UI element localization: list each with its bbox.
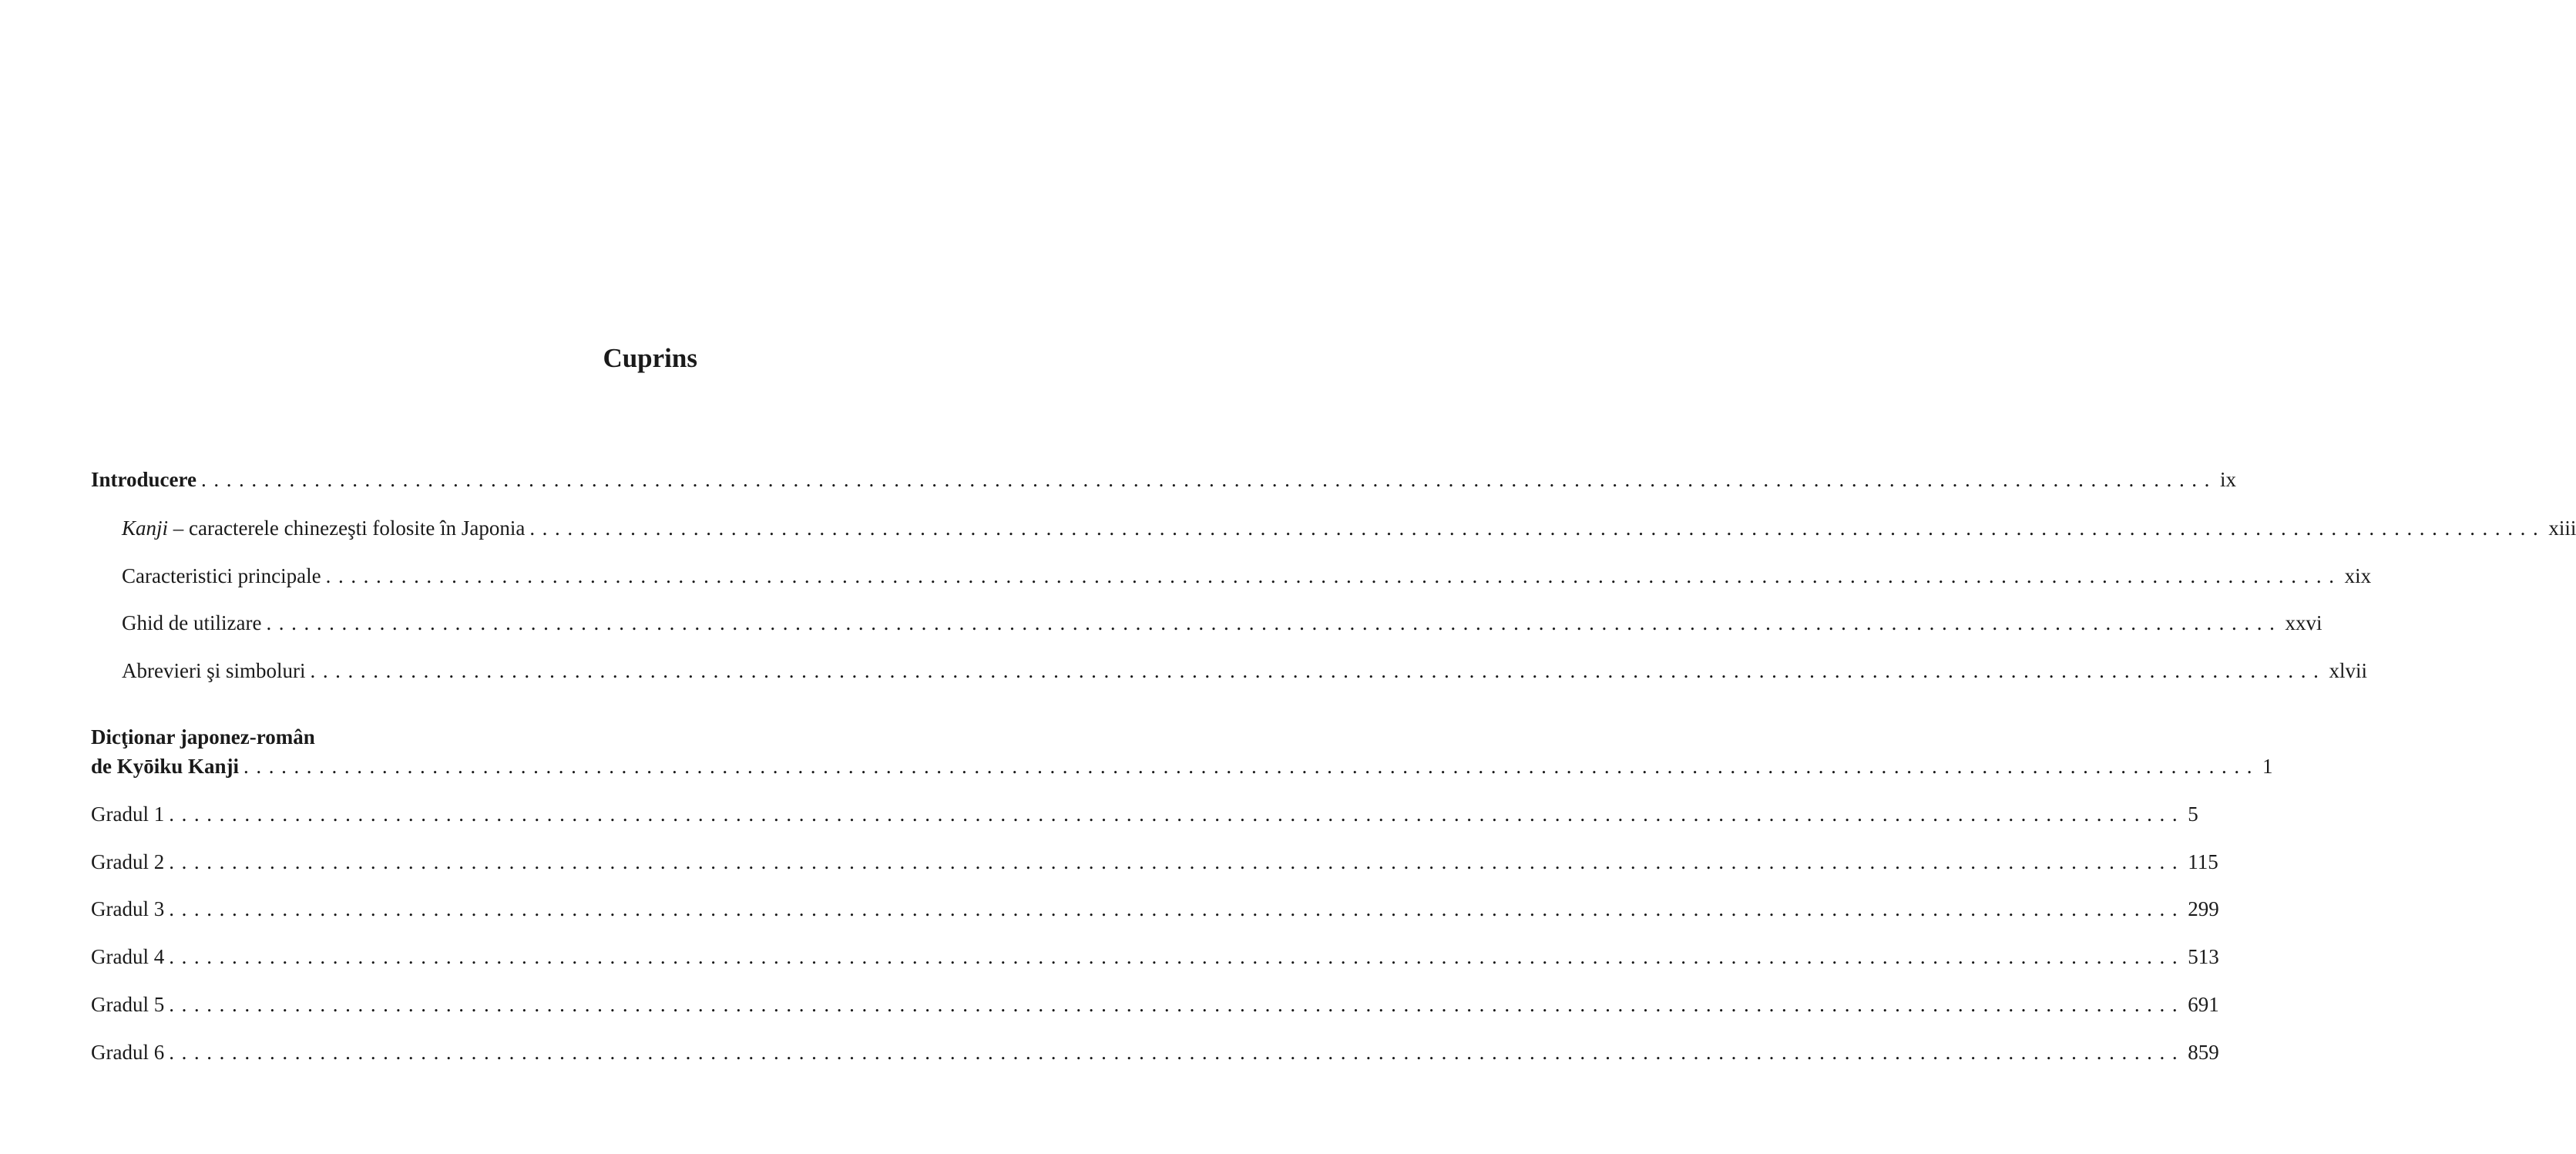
- toc-entry-gradul-1[interactable]: [91, 800, 2198, 828]
- dot-leader: ................................................................................................................................................................: [169, 850, 2185, 873]
- toc-entry-label: de Kyōiku Kanji: [91, 755, 240, 778]
- toc-entry-label-italic: Kanji: [122, 516, 169, 540]
- toc-page-number: 691: [2188, 993, 2219, 1016]
- toc-entry-label: Abrevieri şi simboluri: [122, 659, 306, 682]
- dot-leader: ................................................................................................................................................................: [266, 611, 2282, 634]
- dot-leader: ................................................................................................................................................................: [325, 564, 2342, 587]
- toc-page-number: ix: [2220, 468, 2237, 491]
- toc-entry-dictionary-line1: Dicţionar japonez-român: [91, 725, 315, 749]
- dot-leader: ................................................................................................................................................................: [169, 802, 2185, 826]
- toc-entry-gradul-2[interactable]: [91, 848, 2218, 876]
- toc-entry-label: Gradul 4: [91, 945, 165, 968]
- toc-entry-label: Gradul 3: [91, 897, 165, 920]
- toc-page-number: xix: [2344, 564, 2372, 587]
- dot-leader: ................................................................................................................................................................: [169, 897, 2185, 920]
- toc-entry-label: Introducere: [91, 468, 196, 491]
- toc-page-number: 115: [2188, 850, 2218, 873]
- toc-page-number: xlvii: [2329, 659, 2367, 682]
- toc-entry-label-rest: – caracterele chinezeşti folosite în Japonia: [168, 516, 526, 540]
- toc-entry-label: Caracteristici principale: [122, 564, 321, 587]
- toc-page-number: xxvi: [2285, 611, 2322, 634]
- toc-entry-ghid[interactable]: [122, 609, 2322, 637]
- dot-leader: ................................................................................................................................................................: [169, 945, 2185, 968]
- toc-page-number: 299: [2188, 897, 2219, 920]
- dot-leader: ................................................................................................................................................................: [243, 755, 2260, 778]
- toc-entry-label: Ghid de utilizare: [122, 611, 262, 634]
- toc-entry-gradul-3[interactable]: [91, 895, 2219, 923]
- toc-entry-label: Gradul 1: [91, 802, 165, 826]
- toc-page-number: 5: [2188, 802, 2198, 826]
- toc-entry-gradul-4[interactable]: [91, 943, 2219, 971]
- toc-page-number: xiii: [2548, 516, 2576, 540]
- toc-entry-label: Gradul 5: [91, 993, 165, 1016]
- toc-entry-abrevieri[interactable]: [122, 657, 2367, 685]
- toc-entry-label: [122, 514, 529, 542]
- toc-page-number: 1: [2262, 755, 2273, 778]
- dot-leader: ................................................................................................................................................................: [169, 1041, 2185, 1064]
- toc-page-number: 513: [2188, 945, 2219, 968]
- toc-entry-label: Gradul 6: [91, 1041, 165, 1064]
- toc-entry-gradul-5[interactable]: [91, 991, 2219, 1018]
- dot-leader: ................................................................................................................................................................: [169, 993, 2185, 1016]
- dot-leader: ................................................................................................................................................................: [529, 516, 2546, 540]
- toc-entry-label: Gradul 2: [91, 850, 165, 873]
- toc-page-number: 859: [2188, 1041, 2219, 1064]
- toc-entry-caracteristici[interactable]: [122, 562, 2372, 590]
- dot-leader: ................................................................................................................................................................: [201, 468, 2217, 491]
- toc-entry-introducere[interactable]: [91, 466, 2237, 493]
- toc-entry-dictionary[interactable]: [91, 752, 2273, 780]
- dot-leader: ................................................................................................................................................................: [310, 659, 2326, 682]
- toc-entry-gradul-6[interactable]: [91, 1038, 2219, 1066]
- toc-entry-kanji[interactable]: [122, 514, 2576, 542]
- page-title: Cuprins: [603, 343, 697, 373]
